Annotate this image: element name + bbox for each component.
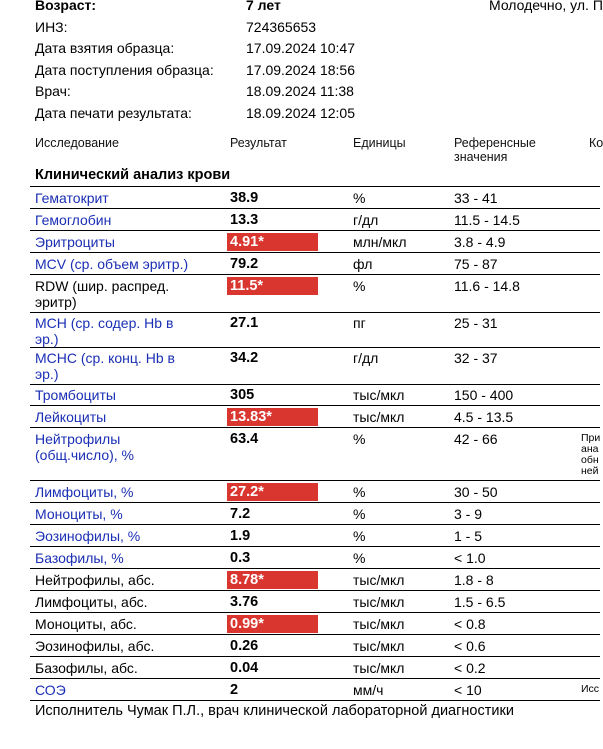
row-divider [30, 405, 600, 406]
ref-neutrophils-abs: 1.8 - 8 [454, 572, 494, 588]
row-divider [30, 427, 600, 428]
section-title: Клинический анализ крови [35, 167, 231, 183]
ref-monocytes-pct: 3 - 9 [454, 506, 483, 522]
unit-lymphocytes-pct: % [353, 484, 366, 500]
unit-monocytes-pct: % [353, 506, 366, 522]
unit-platelets: тыс/мкл [353, 387, 405, 403]
test-name-hematocrit[interactable]: Гематокрит [35, 190, 109, 206]
ref-platelets: 150 - 400 [454, 387, 514, 403]
row-divider [30, 502, 600, 503]
unit-monocytes-abs: тыс/мкл [353, 616, 405, 632]
test-name-mchc[interactable]: MCHC (ср. конц. Hb в эр.) [35, 350, 175, 382]
test-name-erythrocytes[interactable]: Эритроциты [35, 234, 115, 250]
test-name-basophils-pct[interactable]: Базофилы, % [35, 550, 124, 566]
test-name-platelets[interactable]: Тромбоциты [35, 387, 116, 403]
age-label: Возраст: [35, 0, 97, 13]
unit-leukocytes: тыс/мкл [353, 409, 405, 425]
unit-rdw: % [353, 278, 366, 294]
print-date-label: Дата печати результата: [35, 105, 192, 121]
ref-hematocrit: 33 - 41 [454, 190, 498, 206]
result-eosinophils-abs: 0.26 [230, 638, 259, 654]
unit-esr: мм/ч [353, 682, 384, 698]
test-name-basophils-abs: Базофилы, абс. [35, 660, 138, 676]
row-divider [30, 568, 600, 569]
col-header-units: Единицы [353, 136, 406, 150]
row-divider [30, 384, 600, 385]
row-divider [30, 546, 600, 547]
test-name-mcv[interactable]: MCV (ср. объем эритр.) [35, 256, 189, 272]
sample-taken-label: Дата взятия образца: [35, 40, 175, 56]
row-divider [30, 252, 600, 253]
row-divider [30, 274, 600, 275]
unit-eosinophils-pct: % [353, 528, 366, 544]
sample-received-label: Дата поступления образца: [35, 62, 214, 78]
result-erythrocytes-flagged: 4.91* [227, 233, 318, 251]
unit-mchc: г/дл [353, 350, 379, 366]
ref-mchc: 32 - 37 [454, 350, 498, 366]
comment-esr: Исс [581, 683, 600, 695]
result-rdw-flagged: 11.5* [227, 277, 318, 295]
ref-neutrophils-pct: 42 - 66 [454, 431, 498, 447]
ref-eosinophils-abs: < 0.6 [454, 638, 486, 654]
result-mcv: 79.2 [230, 256, 259, 272]
print-date-value: 18.09.2024 12:05 [246, 105, 355, 121]
result-mch: 27.1 [230, 315, 259, 331]
test-name-esr[interactable]: СОЭ [35, 682, 66, 698]
col-header-reference: Референсные значения [454, 136, 536, 164]
test-name-eosinophils-pct[interactable]: Эозинофилы, % [35, 528, 141, 544]
row-divider [30, 678, 600, 679]
test-name-monocytes-pct[interactable]: Моноциты, % [35, 506, 123, 522]
doctor-label: Врач: [35, 83, 71, 99]
performer-signature: Исполнитель Чумак П.Л., врач клинической лабораторной диагностики [35, 703, 514, 719]
age-value: 7 лет [246, 0, 281, 13]
result-monocytes-abs-flagged: 0.99* [227, 615, 318, 633]
col-header-comment: Ко [589, 136, 603, 150]
ref-eosinophils-pct: 1 - 5 [454, 528, 483, 544]
ref-lymphocytes-pct: 30 - 50 [454, 484, 498, 500]
ref-mcv: 75 - 87 [454, 256, 498, 272]
test-name-eosinophils-abs: Эозинофилы, абс. [35, 638, 155, 654]
result-leukocytes-flagged: 13.83* [227, 408, 318, 426]
doctor-value: 18.09.2024 11:38 [246, 83, 354, 99]
result-hematocrit: 38.9 [230, 190, 259, 206]
ref-rdw: 11.6 - 14.8 [454, 278, 520, 294]
row-divider [30, 590, 600, 591]
ref-mch: 25 - 31 [454, 315, 498, 331]
unit-hemoglobin: г/дл [353, 212, 379, 228]
test-name-lymphocytes-pct[interactable]: Лимфоциты, % [35, 484, 134, 500]
row-divider [30, 634, 600, 635]
ref-erythrocytes: 3.8 - 4.9 [454, 234, 506, 250]
test-name-mch[interactable]: MCH (ср. содер. Hb в эр.) [35, 315, 174, 347]
unit-eosinophils-abs: тыс/мкл [353, 638, 405, 654]
unit-lymphocytes-abs: тыс/мкл [353, 594, 405, 610]
result-platelets: 305 [230, 387, 255, 403]
col-header-result: Результат [230, 136, 287, 150]
ref-esr: < 10 [454, 682, 482, 698]
sample-taken-value: 17.09.2024 10:47 [246, 40, 355, 56]
row-divider [30, 480, 600, 481]
result-basophils-abs: 0.04 [230, 660, 259, 676]
unit-basophils-pct: % [353, 550, 366, 566]
test-name-neutrophils-abs: Нейтрофилы, абс. [35, 572, 155, 588]
unit-neutrophils-abs: тыс/мкл [353, 572, 405, 588]
ref-basophils-pct: < 1.0 [454, 550, 486, 566]
unit-erythrocytes: млн/мкл [353, 234, 407, 250]
row-divider [30, 312, 600, 313]
sample-received-value: 17.09.2024 18:56 [246, 62, 355, 78]
unit-hematocrit: % [353, 190, 366, 206]
address-text: Молодечно, ул. П [489, 0, 603, 13]
test-name-lymphocytes-abs: Лимфоциты, абс. [35, 594, 148, 610]
ref-hemoglobin: 11.5 - 14.5 [454, 212, 520, 228]
ref-basophils-abs: < 0.2 [454, 660, 486, 676]
result-esr: 2 [230, 682, 239, 698]
result-lymphocytes-abs: 3.76 [230, 594, 259, 610]
result-monocytes-pct: 7.2 [230, 506, 251, 522]
ref-monocytes-abs: < 0.8 [454, 616, 486, 632]
unit-mch: пг [353, 315, 366, 331]
ref-leukocytes: 4.5 - 13.5 [454, 409, 514, 425]
row-divider [30, 208, 600, 209]
unit-mcv: фл [353, 256, 373, 272]
test-name-leukocytes[interactable]: Лейкоциты [35, 409, 107, 425]
result-neutrophils-abs-flagged: 8.78* [227, 571, 318, 589]
result-mchc: 34.2 [230, 350, 259, 366]
row-divider [30, 347, 600, 348]
test-name-hemoglobin[interactable]: Гемоглобин [35, 212, 112, 228]
result-lymphocytes-pct-flagged: 27.2* [227, 483, 318, 501]
unit-neutrophils-pct: % [353, 431, 366, 447]
result-hemoglobin: 13.3 [230, 212, 259, 228]
test-name-neutrophils-pct[interactable]: Нейтрофилы (общ.число), % [35, 431, 134, 463]
unit-basophils-abs: тыс/мкл [353, 660, 405, 676]
row-divider [30, 656, 600, 657]
result-eosinophils-pct: 1.9 [230, 528, 251, 544]
inz-label: ИНЗ: [35, 19, 68, 35]
test-name-monocytes-abs: Моноциты, абс. [35, 616, 137, 632]
test-name-rdw: RDW (шир. распред. эритр) [35, 278, 170, 310]
row-divider [30, 186, 600, 187]
comment-neutrophils: При ана обн ней [581, 432, 601, 477]
result-neutrophils-pct: 63.4 [230, 431, 259, 447]
row-divider [30, 524, 600, 525]
result-basophils-pct: 0.3 [230, 550, 251, 566]
row-divider [30, 612, 600, 613]
row-divider [30, 230, 600, 231]
col-header-test: Исследование [35, 136, 119, 150]
row-divider [30, 700, 600, 701]
inz-value: 724365653 [246, 19, 317, 35]
ref-lymphocytes-abs: 1.5 - 6.5 [454, 594, 506, 610]
